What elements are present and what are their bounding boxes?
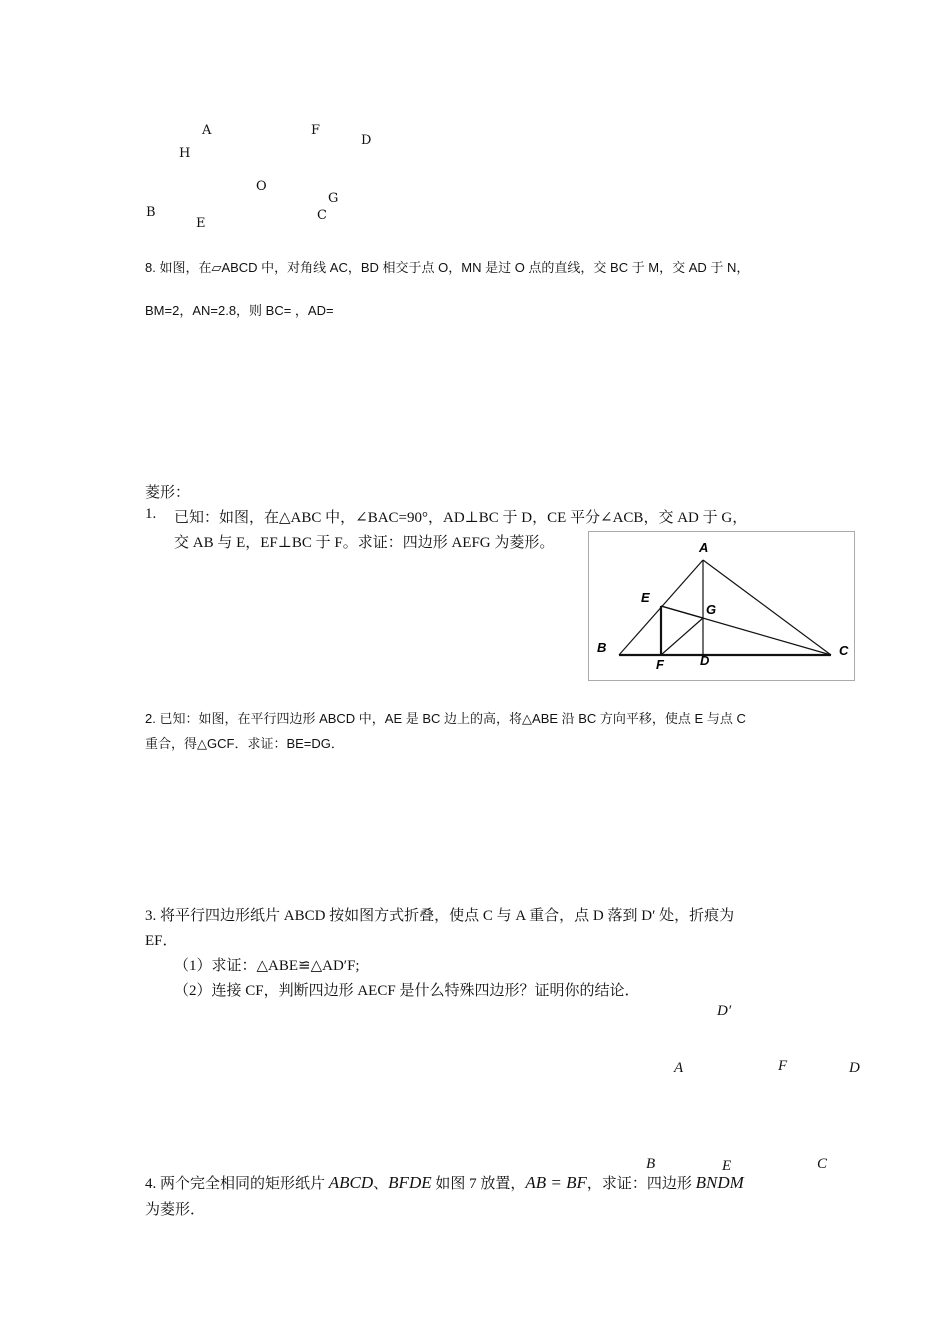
figure-1-diagram bbox=[589, 532, 854, 680]
p4-prefix: 4. 两个完全相同的矩形纸片 bbox=[145, 1176, 326, 1192]
p3-line2: EF． bbox=[145, 933, 178, 949]
fig4-label-C: C bbox=[817, 1156, 828, 1172]
q8-line1: 8. 如图，在▱ABCD 中，对角线 AC，BD 相交于点 O，MN 是过 O 点的直线，交 BC 于 M，交 AD 于 N， bbox=[145, 260, 750, 275]
fig1-label-C: C bbox=[839, 643, 849, 658]
label-C: C bbox=[317, 208, 327, 223]
figure-1-frame bbox=[588, 531, 855, 681]
label-H: H bbox=[179, 146, 191, 161]
fig3-label-D: D bbox=[849, 1060, 860, 1076]
p3-sub1: （1）求证：△ABE≌△AD′F; bbox=[174, 958, 360, 974]
p4-math-BNDM: BNDM bbox=[695, 1173, 744, 1192]
fig4-label-E: E bbox=[722, 1158, 732, 1174]
p2-line2: 重合，得△GCF．求证：BE=DG． bbox=[145, 736, 344, 751]
p1-line1: 已知：如图，在△ABC 中，∠BAC=90°，AD⊥BC 于 D，CE 平分∠ACB，交 AD 于 G， bbox=[174, 510, 748, 526]
label-F: F bbox=[311, 123, 321, 138]
label-A: A bbox=[202, 123, 212, 138]
fig1-label-D: D bbox=[700, 653, 710, 668]
fig1-label-B: B bbox=[597, 640, 607, 655]
label-O: O bbox=[256, 179, 267, 194]
label-D: D bbox=[361, 133, 372, 148]
section-heading: 菱形： bbox=[145, 485, 191, 501]
p4-line2: 为菱形． bbox=[145, 1202, 206, 1218]
fig3-label-F: F bbox=[778, 1058, 788, 1074]
p2-line1: 2. 已知：如图，在平行四边形 ABCD 中，AE 是 BC 边上的高，将△ABE 沿 BC 方向平移，使点 E 与点 C bbox=[145, 711, 746, 726]
p4-mid2: ，求证：四边形 bbox=[586, 1176, 692, 1192]
p4-line1 bbox=[145, 1172, 744, 1193]
fig1-label-F: F bbox=[656, 657, 664, 672]
p1-line2: 交 AB 与 E，EF⊥BC 于 F。求证：四边形 AEFG 为菱形。 bbox=[174, 535, 555, 551]
fig1-label-A: A bbox=[699, 540, 709, 555]
p3-sub2: （2）连接 CF，判断四边形 AECF 是什么特殊四边形？证明你的结论． bbox=[174, 983, 640, 999]
fig4-label-B: B bbox=[646, 1156, 656, 1172]
fig1-label-G: G bbox=[706, 602, 717, 617]
p3-line1: 3. 将平行四边形纸片 ABCD 按如图方式折叠，使点 C 与 A 重合，点 D 落到 D′ 处，折痕为 bbox=[145, 908, 735, 924]
p1-number: 1. bbox=[145, 506, 157, 522]
p4-math-ABeqBF: AB = BF bbox=[525, 1173, 587, 1192]
label-E: E bbox=[196, 216, 206, 231]
fig3-label-A: A bbox=[674, 1060, 684, 1076]
fig3-label-Dprime: D′ bbox=[717, 1003, 732, 1019]
q8-line2: BM=2，AN=2.8，则 BC= ，AD= bbox=[145, 303, 334, 318]
p4-sep: 、 bbox=[373, 1176, 389, 1192]
p4-mid: 如图 7 放置， bbox=[435, 1176, 526, 1192]
label-G: G bbox=[328, 191, 339, 206]
fig1-label-E: E bbox=[641, 590, 650, 605]
label-B: B bbox=[146, 205, 156, 220]
p4-math-ABCD: ABCD bbox=[328, 1173, 374, 1192]
p4-math-BFDE: BFDE bbox=[388, 1173, 432, 1192]
